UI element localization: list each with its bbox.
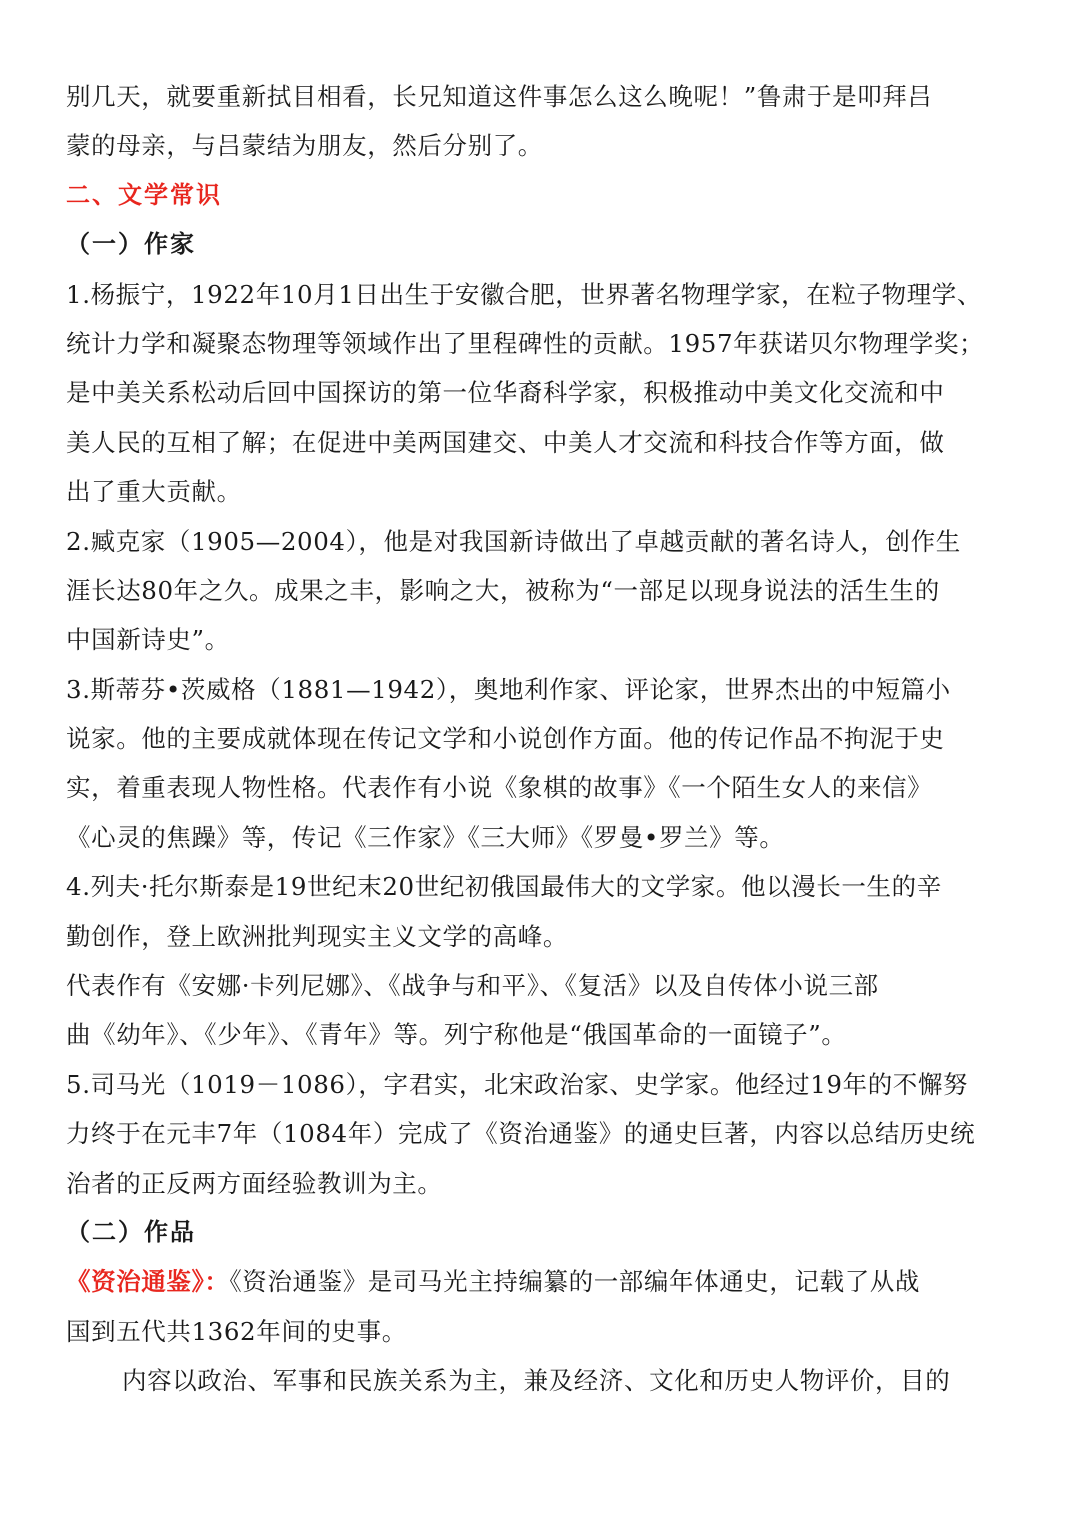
continuation-line-1: 别几天，就要重新拭目相看，长兄知道这件事怎么这么晚呢！”鲁肃于是叩拜吕 bbox=[66, 82, 933, 111]
author-3-line-1: 3.斯蒂芬•茨威格（1881—1942），奥地利作家、评论家，世界杰出的中短篇小 bbox=[66, 674, 951, 704]
author-3-line-2: 说家。他的主要成就体现在传记文学和小说创作方面。他的传记作品不拘泥于史 bbox=[66, 724, 945, 754]
author-3-line-4: 《心灵的焦躁》等，传记《三作家》《三大师》《罗曼•罗兰》等。 bbox=[66, 822, 785, 852]
author-2-line-1: 2.臧克家（1905—2004），他是对我国新诗做出了卓越贡献的著名诗人，创作生 bbox=[66, 526, 961, 556]
author-4-line-1: 4.列夫·托尔斯泰是19世纪末20世纪初俄国最伟大的文学家。他以漫长一生的辛 bbox=[66, 872, 942, 902]
work-1-line-1 bbox=[66, 1257, 1041, 1306]
author-4-line-4: 曲《幼年》、《少年》、《青年》等。列宁称他是“俄国革命的一面镜子”。 bbox=[66, 1020, 847, 1050]
author-1-line-2: 统计力学和凝聚态物理等领域作出了里程碑性的贡献。1957年获诺贝尔物理学奖； bbox=[66, 328, 985, 358]
author-1-line-3: 是中美关系松动后回中国探访的第一位华裔科学家，积极推动中美文化交流和中 bbox=[66, 378, 945, 408]
author-1-line-4: 美人民的互相了解；在促进中美两国建交、中美人才交流和科技合作等方面，做 bbox=[66, 427, 945, 457]
subsection-heading-works: （二）作品 bbox=[66, 1217, 196, 1246]
document-page bbox=[66, 72, 1041, 1406]
author-3-line-3: 实，着重表现人物性格。代表作有小说《象棋的故事》《一个陌生女人的来信》 bbox=[66, 773, 933, 803]
author-4-line-3: 代表作有《安娜·卡列尼娜》、《战争与和平》、《复活》以及自传体小说三部 bbox=[66, 971, 879, 1001]
author-5-line-2: 力终于在元丰7年（1084年）完成了《资治通鉴》的通史巨著，内容以总结历史统 bbox=[66, 1119, 976, 1149]
work-1-line-3: 内容以政治、军事和民族关系为主，兼及经济、文化和历史人物评价，目的 bbox=[122, 1366, 951, 1396]
author-4-line-2: 勤创作，登上欧洲批判现实主义文学的高峰。 bbox=[66, 921, 568, 951]
author-1-line-1: 1.杨振宁，1922年10月1日出生于安徽合肥，世界著名物理学家，在粒子物理学、 bbox=[66, 279, 982, 309]
author-5-line-1: 5.司马光（1019－1086），字君实，北宋政治家、史学家。他经过19年的不懈努 bbox=[66, 1069, 969, 1099]
author-1-line-5: 出了重大贡献。 bbox=[66, 477, 242, 507]
author-2-line-3: 中国新诗史”。 bbox=[66, 625, 230, 655]
work-1-title: 《资治通鉴》： bbox=[66, 1267, 230, 1297]
work-1-line-2: 国到五代共1362年间的史事。 bbox=[66, 1316, 407, 1346]
author-2-line-2: 涯长达80年之久。成果之丰，影响之大，被称为“一部足以现身说法的活生生的 bbox=[66, 575, 940, 605]
section-title-literature: 二、文学常识 bbox=[66, 180, 222, 209]
work-1-line-1-text: 《资治通鉴》是司马光主持编纂的一部编年体通史，记载了从战 bbox=[229, 1267, 920, 1297]
continuation-line-2: 蒙的母亲，与吕蒙结为朋友，然后分别了。 bbox=[66, 131, 543, 161]
subsection-heading-authors: （一）作家 bbox=[66, 230, 196, 259]
author-5-line-3: 治者的正反两方面经验教训为主。 bbox=[66, 1168, 443, 1198]
